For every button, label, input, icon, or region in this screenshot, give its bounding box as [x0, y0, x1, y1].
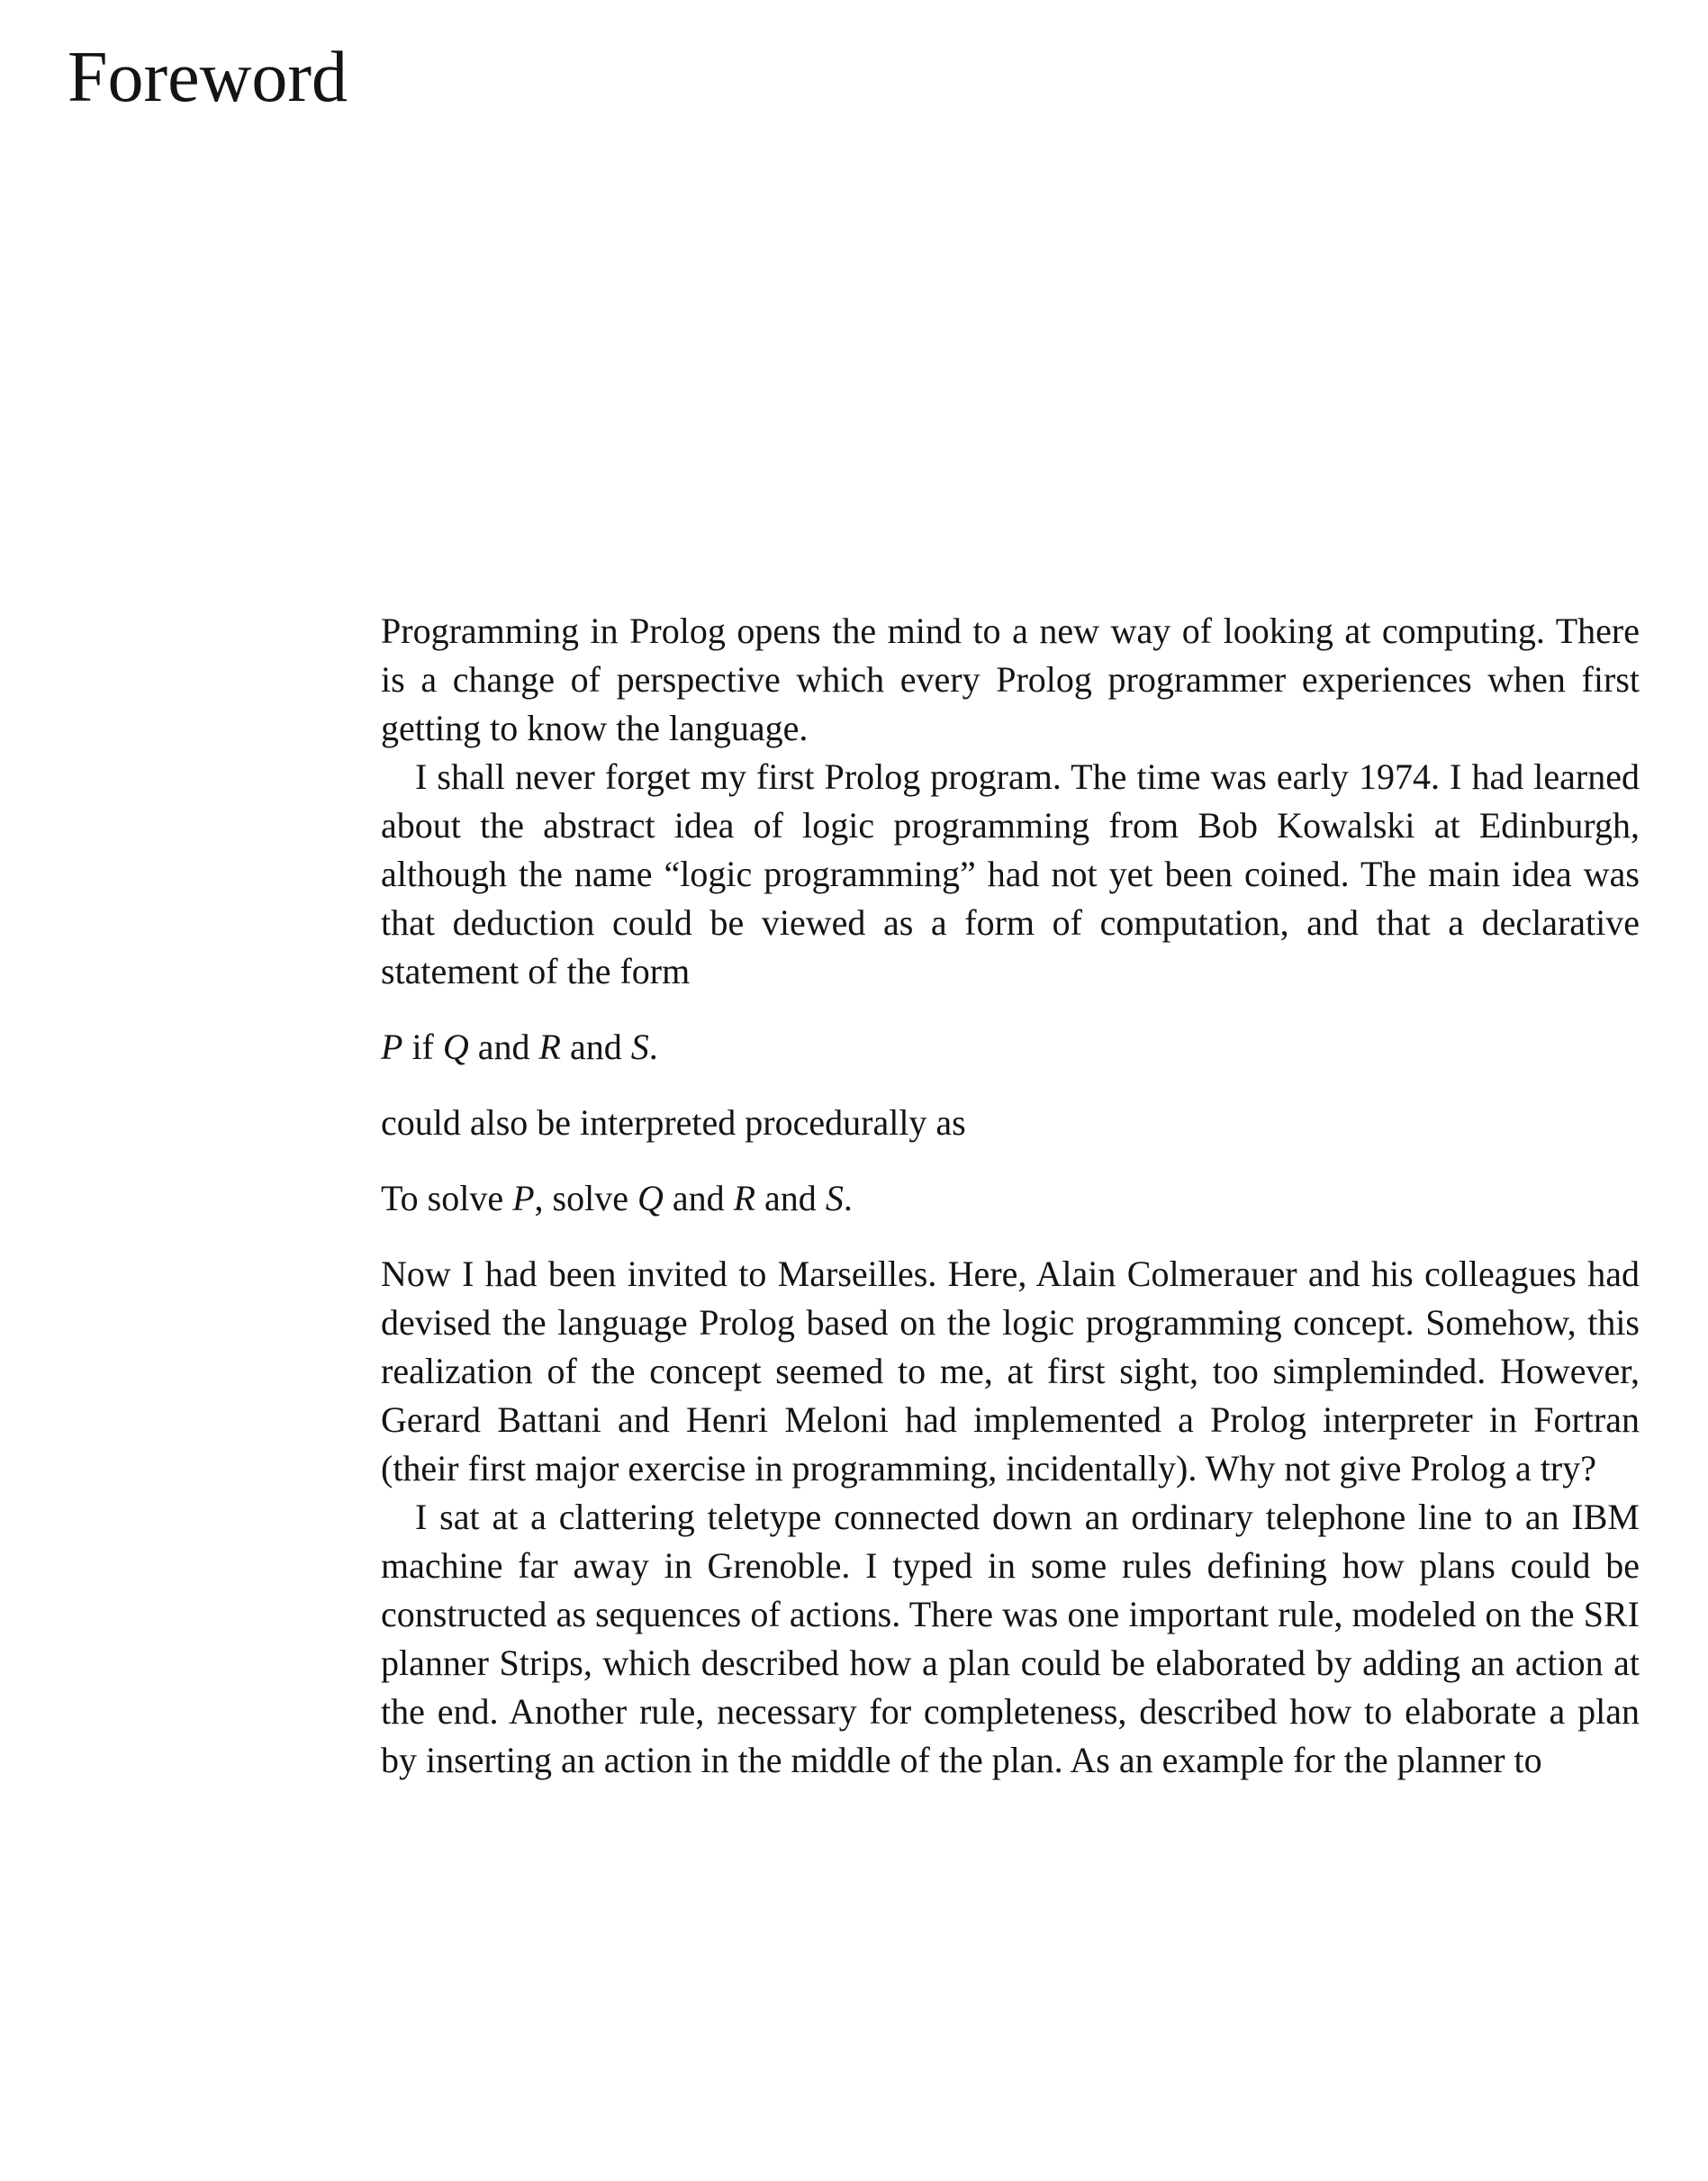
display-statement-procedural	[381, 1174, 1640, 1223]
var-r: R	[538, 1027, 561, 1067]
var-s: S	[630, 1027, 649, 1067]
display-statement-declarative	[381, 1023, 1640, 1072]
display-text: and	[468, 1027, 539, 1067]
display-text: , solve	[534, 1178, 637, 1218]
var-r: R	[733, 1178, 756, 1218]
paragraph-5: I sat at a clattering teletype connected down an ordinary telephone line to an IBM machine far away in Grenoble. I typed in some rules defining how plans could be constructed as sequences of actions. There was one important rule, modeled on the SRI planner Strips, which described how a plan could be elaborated by adding an action at the end. Another rule, necessary for completeness, described how to elaborate a plan by inserting an action in the middle of the plan. As an example for the planner to	[381, 1497, 1640, 1780]
var-q: Q	[442, 1027, 469, 1067]
paragraph-1: Programming in Prolog opens the mind to a new way of looking at computing. There is a change of perspective which every Prolog programmer experiences when first getting to know the language.	[381, 611, 1640, 748]
paragraph-2: I shall never forget my first Prolog program. The time was early 1974. I had learned about the abstract idea of logic programming from Bob Kowalski at Edinburgh, although the name “logic programming” had not yet been coined. The main idea was that deduction could be viewed as a form of computation, and that a declarative statement of the form	[381, 756, 1640, 991]
display-text: and	[560, 1027, 631, 1067]
display-text: To solve	[381, 1178, 513, 1218]
paragraph-3: could also be interpreted procedurally as	[381, 1102, 966, 1143]
body-text	[381, 607, 1640, 1785]
var-s: S	[825, 1178, 844, 1218]
var-q: Q	[637, 1178, 664, 1218]
paragraph-4: Now I had been invited to Marseilles. Here, Alain Colmerauer and his colleagues had devised the language Prolog based on the logic programming concept. Somehow, this realization of the concept seemed to me, at first sight, too simpleminded. However, Gerard Battani and Henri Meloni had implemented a Prolog interpreter in Fortran (their first major exercise in programming, incidentally). Why not give Prolog a try?	[381, 1253, 1640, 1489]
display-text: if	[402, 1027, 443, 1067]
var-p: P	[381, 1027, 403, 1067]
display-text: and	[755, 1178, 826, 1218]
display-text: and	[663, 1178, 734, 1218]
display-text: .	[648, 1027, 658, 1067]
display-text: .	[843, 1178, 853, 1218]
page-title: Foreword	[68, 38, 348, 117]
var-p: P	[512, 1178, 535, 1218]
